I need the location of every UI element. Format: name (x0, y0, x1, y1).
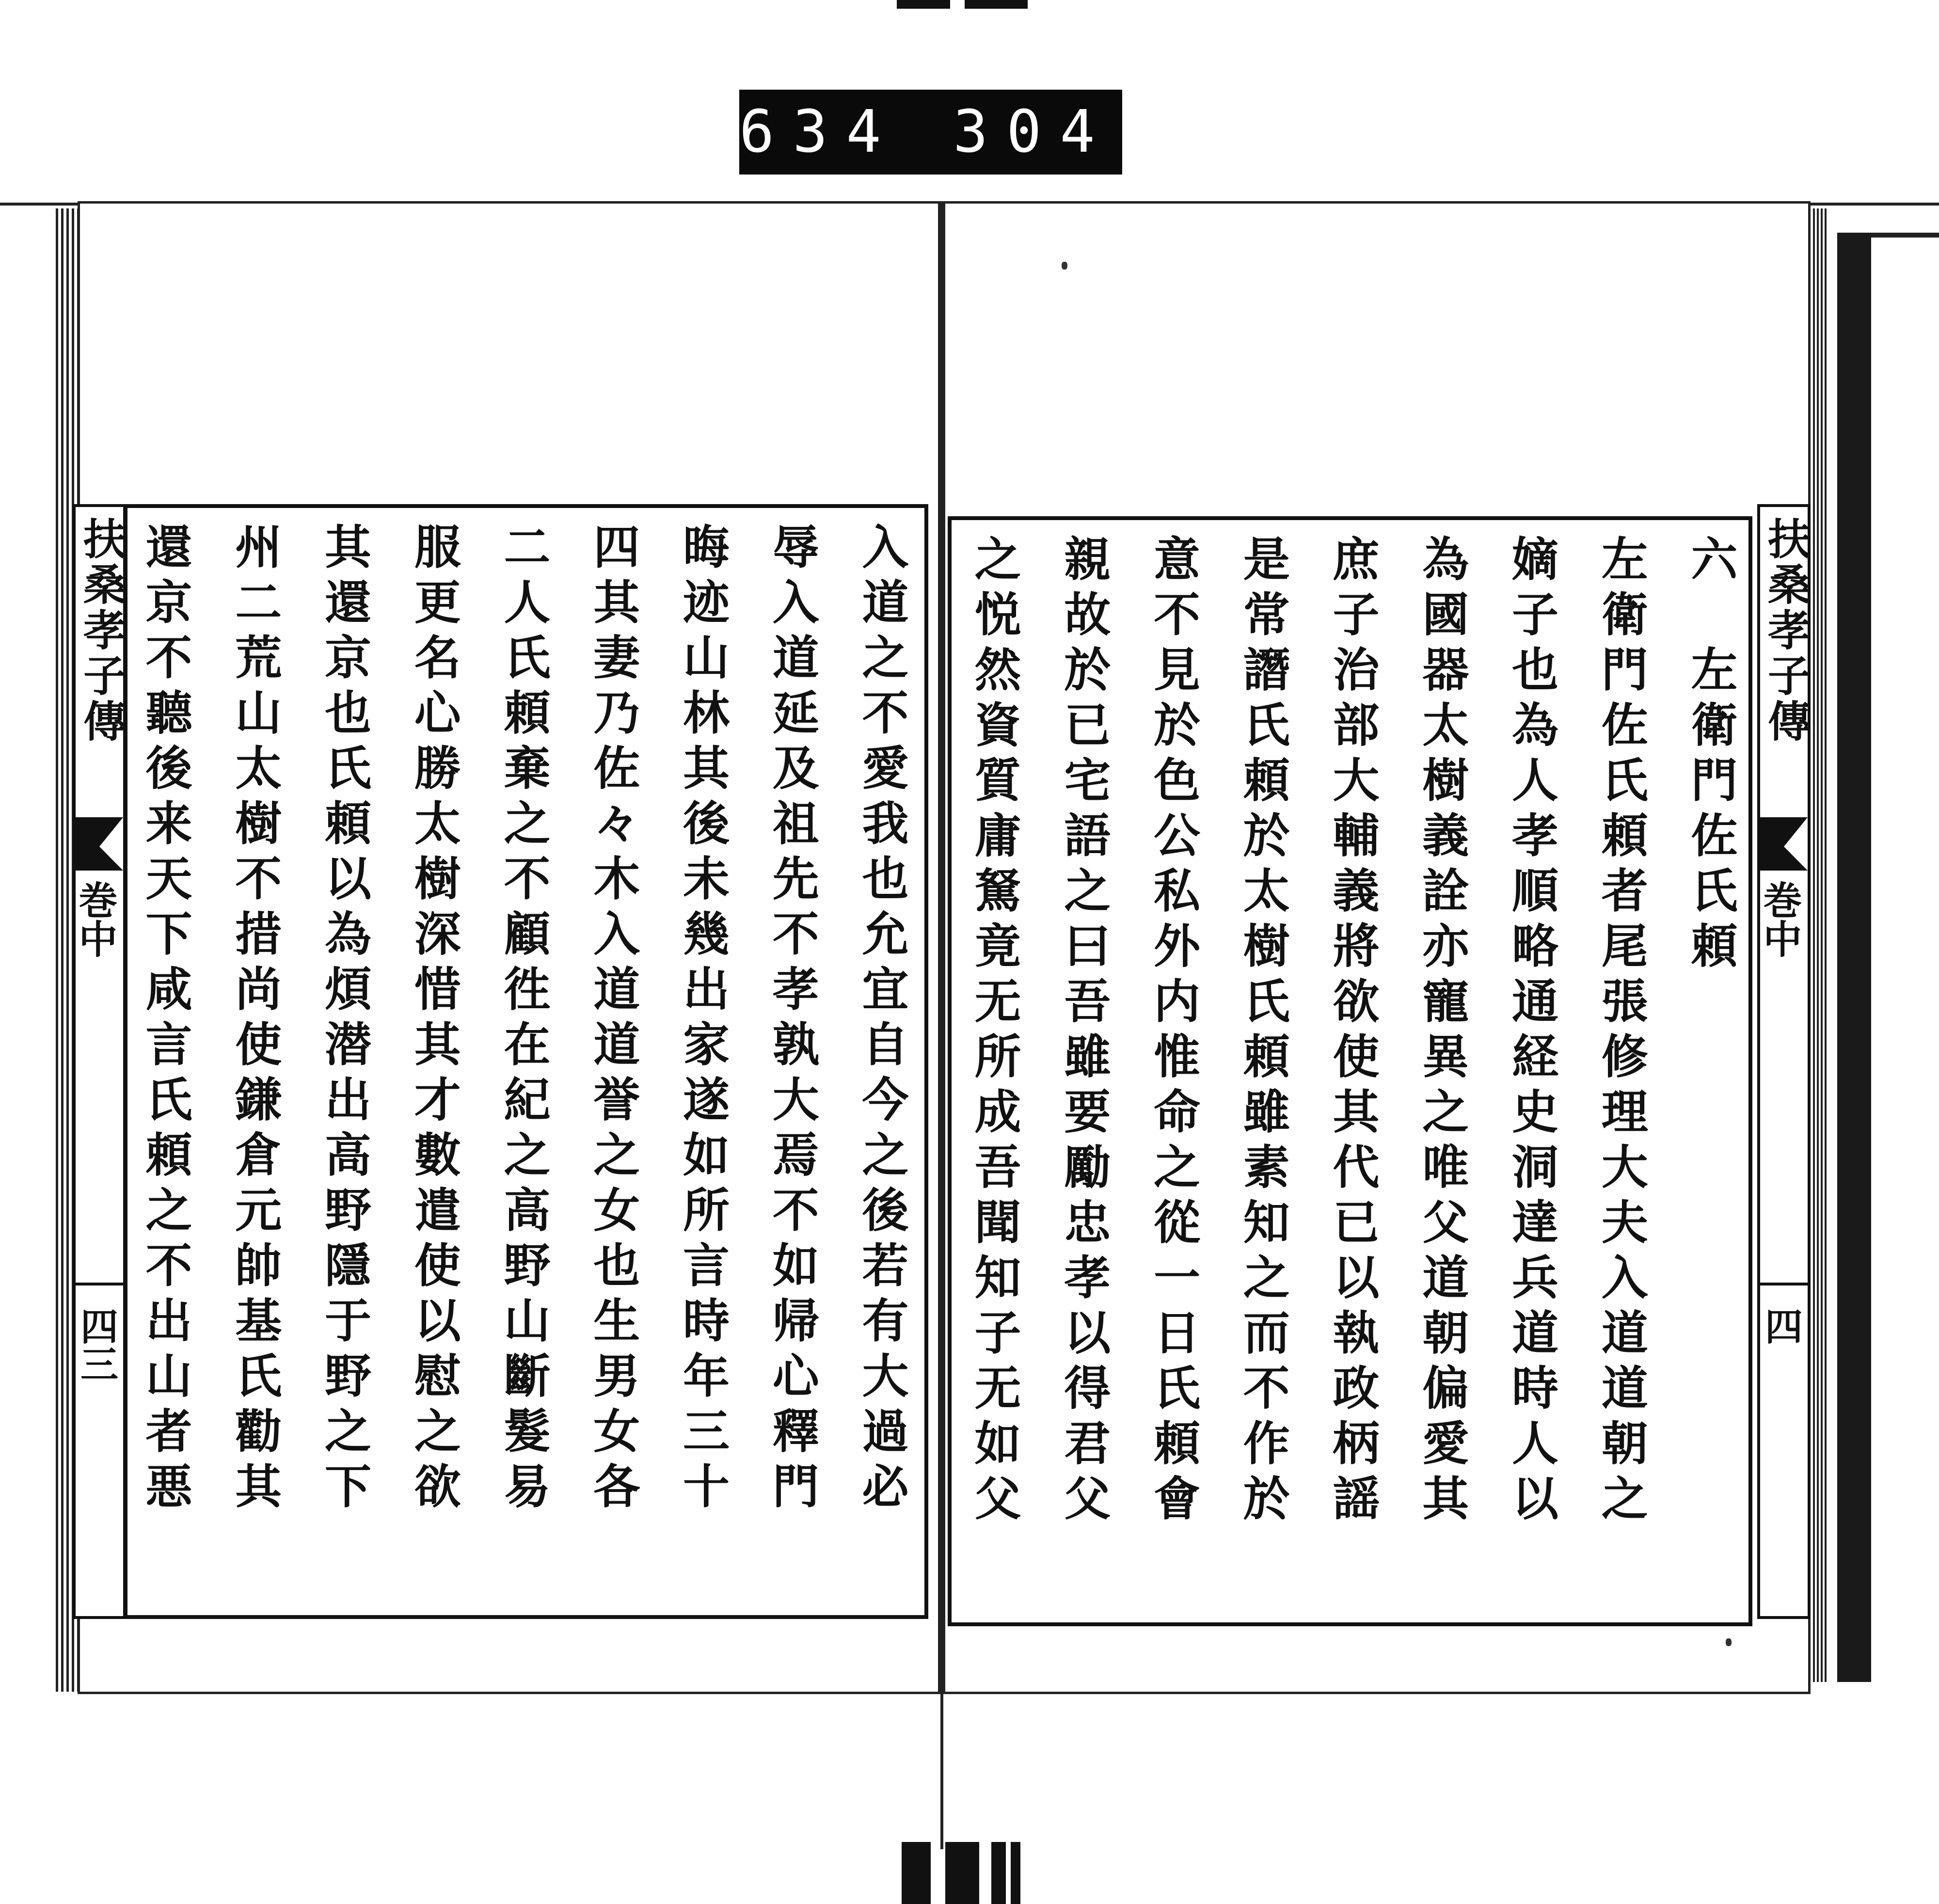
text-column: 州二荒山太樹不措尚使鎌倉元帥基氏勸其 (227, 523, 283, 1517)
text-column: 二人氏頼棄之不顧徃在紀之高野山斷髮易 (496, 523, 551, 1517)
chapter-heading: 六 左衛門佐氏頼 (1684, 535, 1738, 977)
right-volume-label: 巻中 (1757, 880, 1802, 958)
text-column: 意不見於色公私外内惟命之從一日氏頼會 (1146, 535, 1201, 1529)
text-column: 晦迹山林其後未幾出家遂如所言時年三十 (675, 523, 731, 1517)
catalog-label: 634 304. (739, 90, 1122, 175)
fish-tail-mark-left (76, 817, 123, 871)
left-page-number: 四三 (74, 1307, 118, 1382)
text-column: 入道之不愛我也允宜自今之後若有大過必 (855, 523, 909, 1517)
text-column: 之悦然資質庸駑竟无所成吾聞知子无如父 (967, 535, 1022, 1529)
right-page-number: 四 (1759, 1307, 1803, 1345)
text-column: 服更名心勝太樹深惜其才數遣使以慰之欲 (407, 523, 462, 1517)
left-strip-rule (76, 1283, 123, 1285)
book-edge-right (1837, 233, 1871, 1682)
right-text-frame (948, 516, 1752, 1626)
fish-tail-mark-right (1760, 817, 1808, 871)
text-column: 嫡子也為人孝順略通経史洞達兵道時人以 (1504, 535, 1559, 1529)
left-volume-label: 巻中 (72, 880, 118, 958)
ink-speck (1726, 1638, 1732, 1646)
ink-speck (1062, 262, 1067, 270)
left-margin-strip (73, 504, 126, 1619)
left-running-title: 扶桑孝子傳 (77, 517, 127, 745)
book-gutter (940, 201, 943, 1849)
text-column: 是常譖氏頼於太樹氏頼雖素知之而不作於 (1236, 535, 1291, 1529)
scan-clip-bottom (902, 1842, 1023, 1904)
right-strip-rule (1760, 1283, 1808, 1285)
book-edge-right-stripes (1813, 208, 1828, 1682)
text-column: 辱入道延及祖先不孝孰大焉不如帰心釋門 (765, 523, 820, 1517)
text-column: 為國器太樹義詮亦寵異之唯父道朝偏愛其 (1415, 535, 1470, 1529)
text-column: 四其妻乃佐々木入道道誉之女也生男女各 (586, 523, 641, 1517)
text-column: 左衛門佐氏頼者尾張修理大夫入道道朝之 (1594, 535, 1649, 1529)
text-column: 親故於已宅語之曰吾雖要勵忠孝以得君父 (1056, 535, 1112, 1529)
text-column: 還京不聽後来天下咸言氏頼之不出山者悪 (138, 523, 193, 1517)
left-text-frame (124, 504, 928, 1619)
scan-clip-top (897, 0, 1028, 9)
right-text-columns (967, 535, 1738, 1608)
text-column: 庶子治部大輔義將欲使其代已以執政柄謡 (1325, 535, 1380, 1529)
text-column: 其還京也氏頼以為煩潜出高野隱于野之下 (317, 523, 372, 1517)
right-running-title: 扶桑孝子傳 (1761, 517, 1812, 745)
left-text-columns (138, 523, 909, 1601)
right-margin-strip (1757, 504, 1811, 1619)
